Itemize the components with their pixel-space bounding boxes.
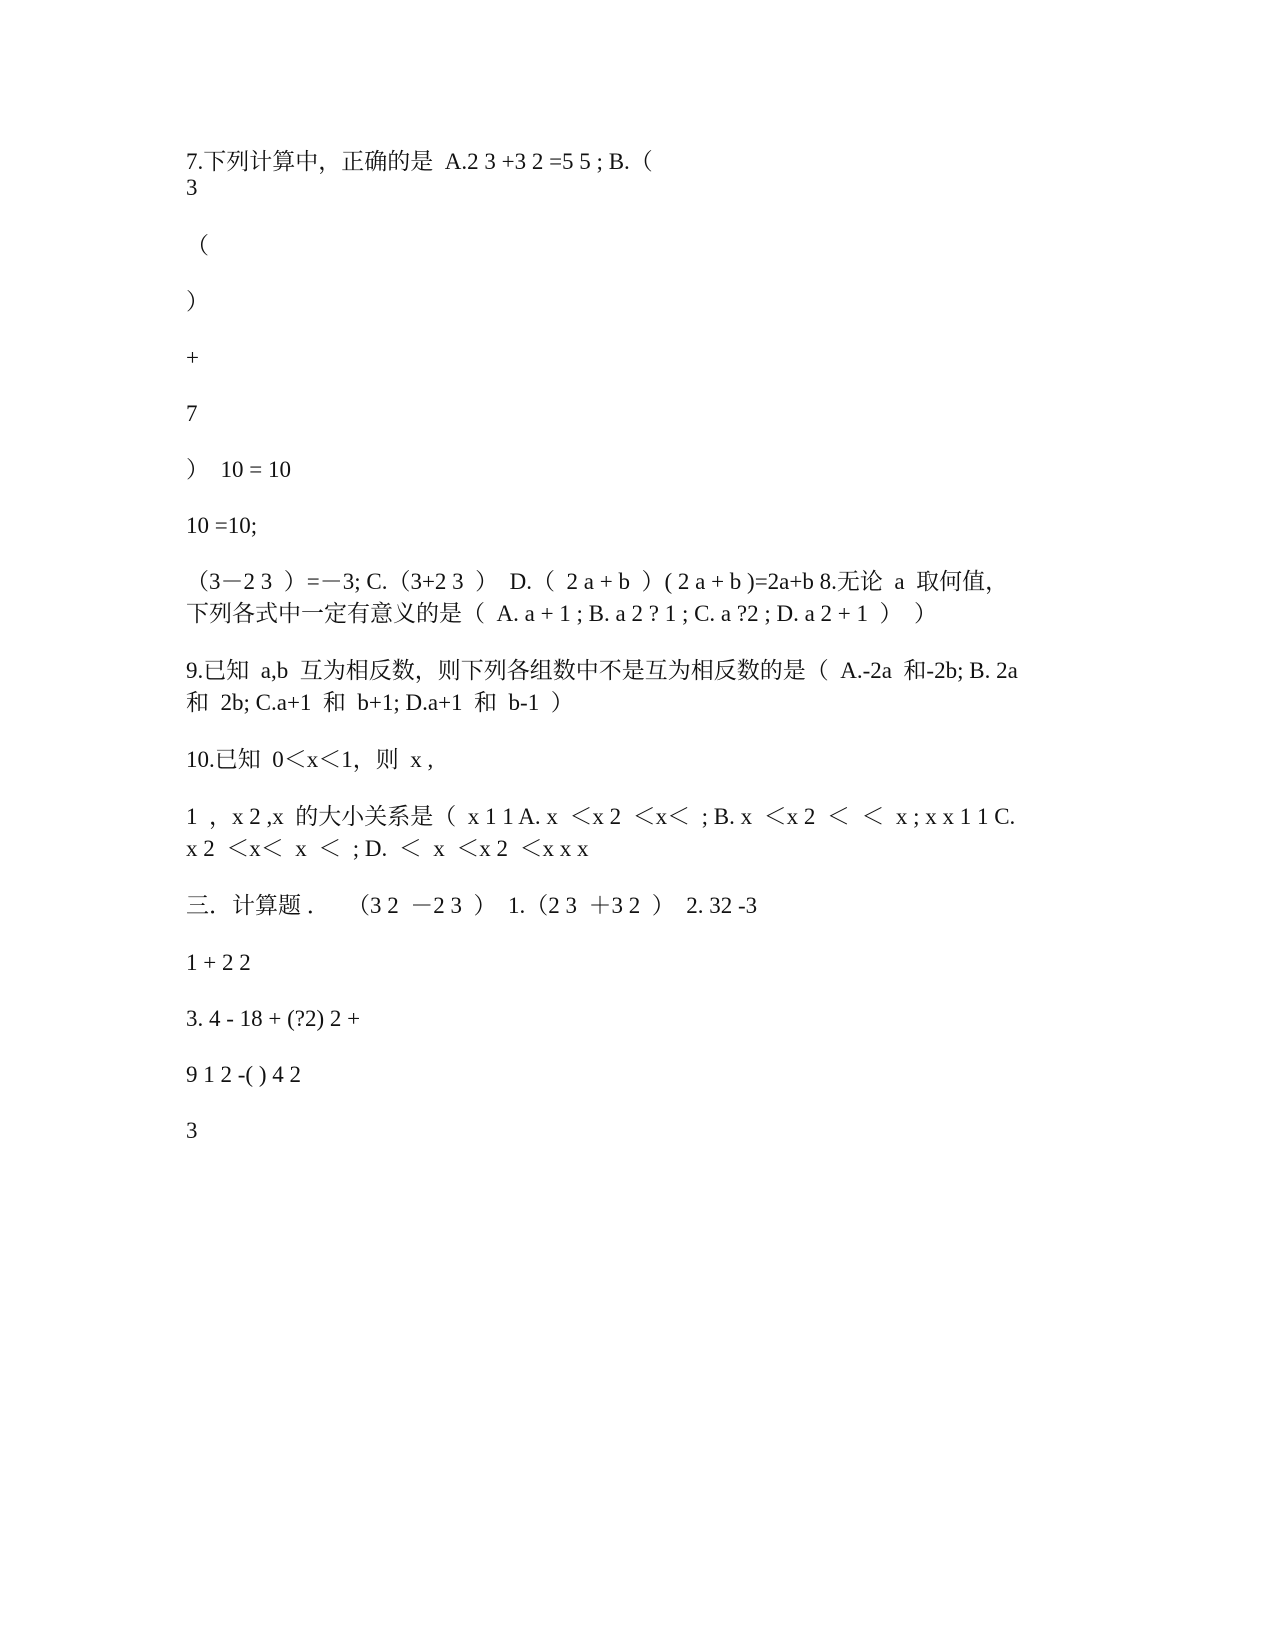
fragment-line: 7 <box>186 401 198 426</box>
fragment-line: 3 <box>186 175 198 200</box>
calculation-line: 1 + 2 2 <box>186 950 251 975</box>
question-8-line: （3－2 3 ）=－3; C.（3+2 3 ） D.（ 2 a + b ）( 2 a + b )=2a+b 8.无论 a 取何值， <box>186 569 1009 594</box>
question-7-line: 7.下列计算中，正确的是 A.2 3 +3 2 =5 5 ; B.（ <box>186 149 653 174</box>
fragment-line: （ <box>186 233 209 258</box>
fragment-line: + <box>186 345 199 370</box>
calculation-line: 9 1 2 -( ) 4 2 <box>186 1062 301 1087</box>
question-9-options-line: 和 2b; C.a+1 和 b+1; D.a+1 和 b-1 ） <box>186 690 574 715</box>
section-3-heading: 三．计算题 ． （3 2 －2 3 ） 1.（2 3 ＋3 2 ） 2. 32 -3 <box>186 893 758 918</box>
question-10-options-line: x 2 ＜x＜ x ＜ ; D. ＜ x ＜x 2 ＜x x x <box>186 836 589 861</box>
question-9-line: 9.已知 a,b 互为相反数，则下列各组数中不是互为相反数的是（ A.-2a 和-2b; B. 2a <box>186 658 1018 683</box>
question-10-line: 10.已知 0＜x＜1，则 x , <box>186 747 434 772</box>
calculation-line: 3 <box>186 1118 198 1143</box>
question-8-options-line: 下列各式中一定有意义的是（ A. a + 1 ; B. a 2 ? 1 ; C. a ?2 ; D. a 2 + 1 ） ） <box>186 601 938 626</box>
fragment-line: ） <box>186 289 209 314</box>
calculation-line: 3. 4 - 18 + (?2) 2 + <box>186 1006 361 1031</box>
fragment-line: ） 10 = 10 <box>186 457 291 482</box>
fragment-line: 10 =10; <box>186 513 258 538</box>
question-10-options-line: 1 ，x 2 ,x 的大小关系是（ x 1 1 A. x ＜x 2 ＜x＜ ; B. x ＜x 2 ＜ ＜ x ; x x 1 1 C. <box>186 804 1016 829</box>
